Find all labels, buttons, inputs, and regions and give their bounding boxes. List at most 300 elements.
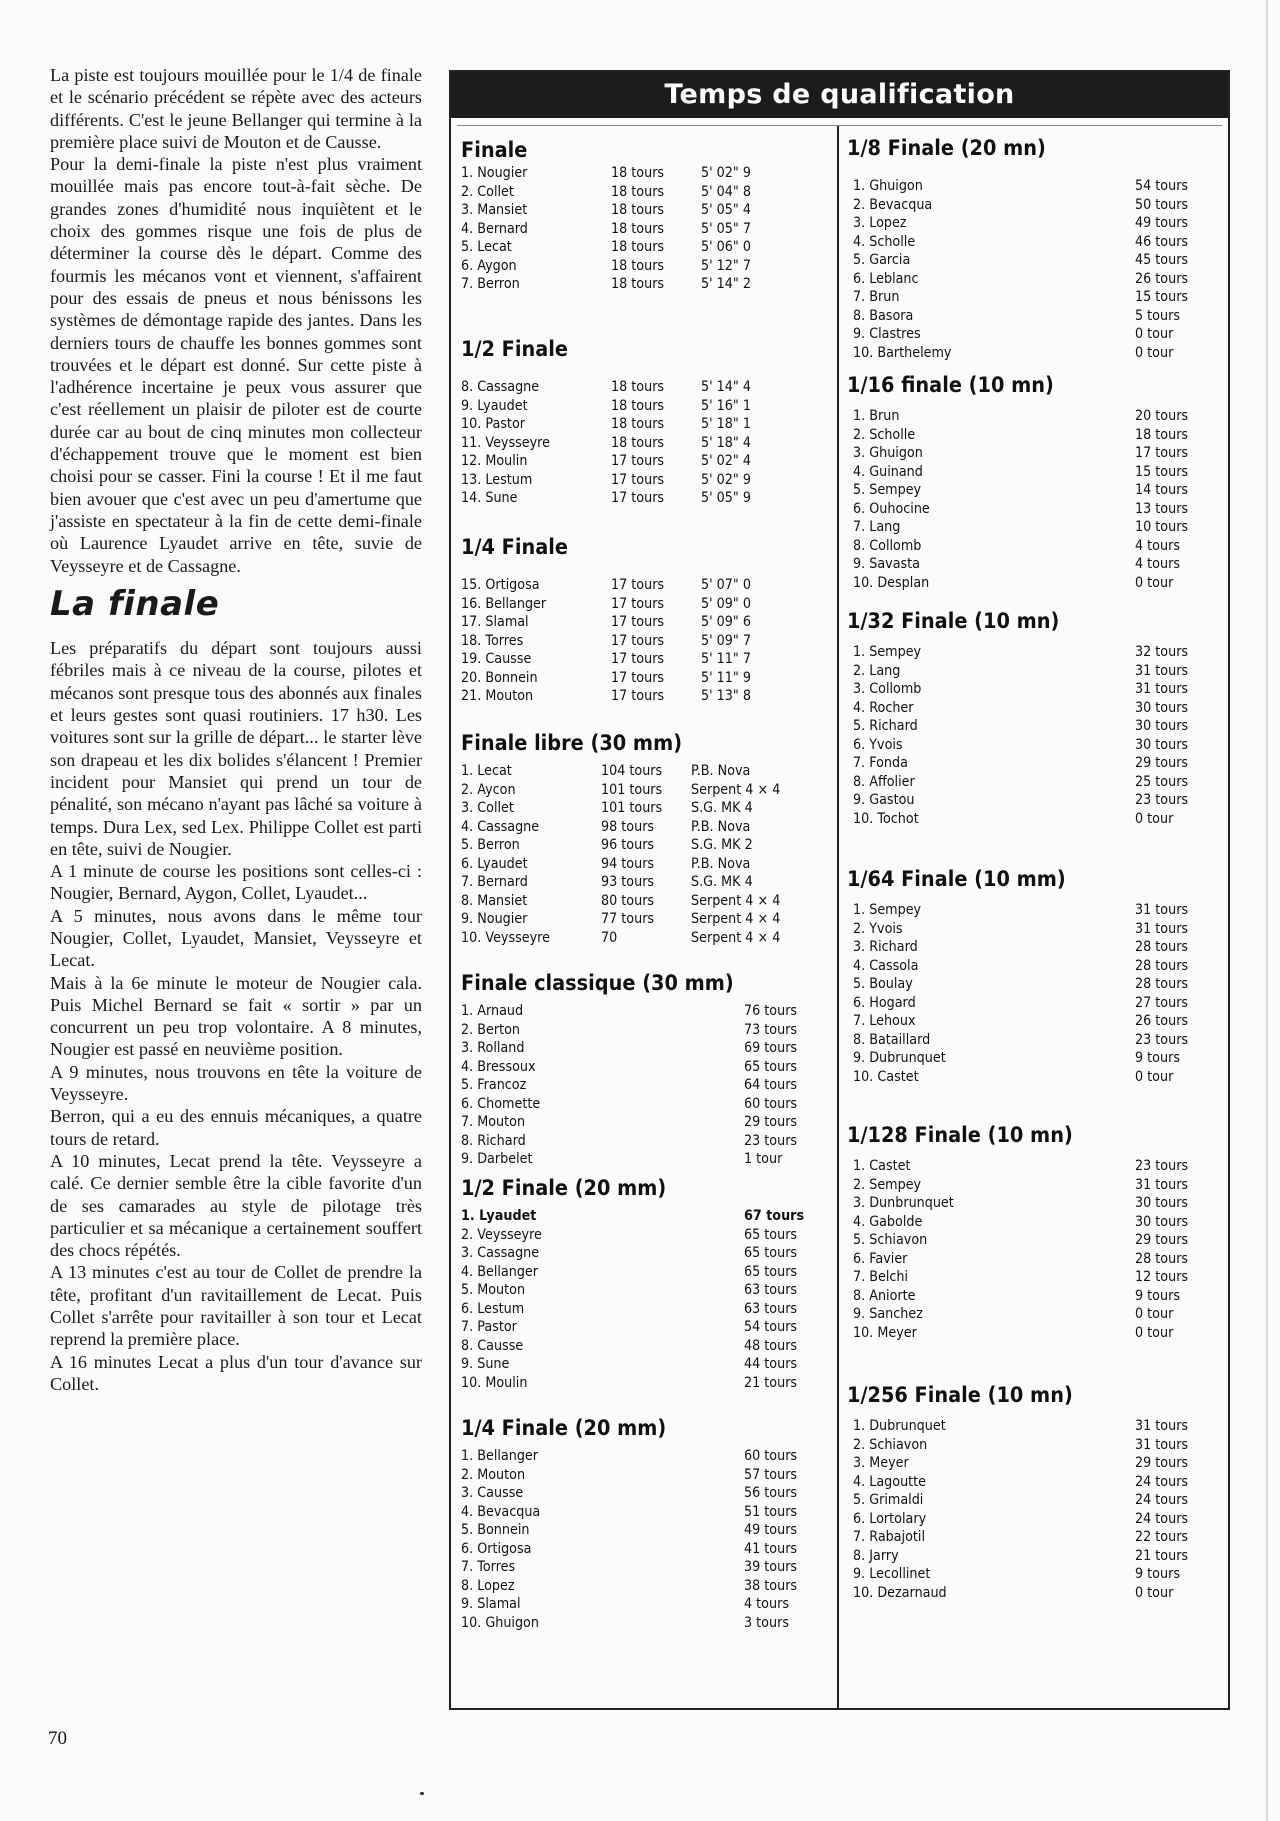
result-row [847, 1250, 1219, 1269]
result-name: 10. Veysseyre [461, 929, 551, 946]
result-laps: 93 tours [601, 874, 655, 890]
result-laps: 23 tours [1135, 1158, 1189, 1174]
result-name: 10. Ghuigon [461, 1614, 539, 1631]
result-name: 2. Yvois [853, 920, 903, 937]
result-row [461, 1503, 829, 1522]
result-row [847, 270, 1219, 289]
result-row [461, 471, 829, 490]
article-column [50, 64, 422, 1395]
result-time: 5' 09" 6 [701, 614, 751, 630]
section-title: Finale [461, 138, 528, 162]
result-laps: 23 tours [1135, 1031, 1189, 1048]
result-laps: 18 tours [1135, 426, 1189, 443]
article-paragraph: A 1 minute de course les positions sont celles-ci : Nougier, Bernard, Aygon, Collet, Lyaudet... [50, 861, 422, 904]
result-name: 1. Lecat [461, 763, 512, 779]
result-name: 10. Castet [853, 1068, 919, 1085]
result-laps: 69 tours [744, 1040, 798, 1056]
result-name: 6. Lyaudet [461, 855, 528, 872]
result-row [461, 1337, 829, 1356]
article-bottom-paragraphs [50, 637, 422, 1395]
result-time: 5' 18" 1 [701, 416, 751, 432]
result-laps: 23 tours [1135, 792, 1189, 808]
result-row [461, 1281, 829, 1300]
result-name: 5. Lecat [461, 239, 512, 255]
result-row [461, 1374, 829, 1393]
result-row [847, 214, 1219, 233]
result-row [461, 892, 829, 911]
result-name: 20. Bonnein [461, 669, 538, 686]
article-paragraph: Pour la demi-finale la piste n'est plus vraiment mouillée mais pas encore tout-à-fait sèche. De grandes zones d'humidité nous inquiètent et le choix des gommes risque une fois de plus de déterminer la course dès le départ. Comme des fourmis les mécanos vont et viennent, s'affairent pour des essais de pneus et nous bénissons les systèmes de démontage rapide des jantes. Dans les derniers tours de chauffe les bonnes gommes sont trouvées et le départ est donné. Sur cette piste à l'adhérence incertaine je peux vous assurer que c'est réellement un plaisir de piloter est de courte durée car au bout de cinq minutes mon collecteur d'échappement trouve que le moment est bien choisi pour se casser. Fini la course ! Et il me faut bien avouer que c'est avec un peu d'amertume que j'assiste en spectateur à la fin de cette demi-finale où Laurence Lyaudet arrive en tête, suvie de Veysseyre et de Cassagne. [50, 154, 422, 576]
section-title: 1/64 Finale (10 mm) [847, 867, 1066, 891]
result-laps: 63 tours [744, 1300, 798, 1317]
result-laps: 29 tours [1135, 1232, 1189, 1248]
result-name: 3. Richard [853, 939, 918, 955]
result-name: 3. Collet [461, 800, 514, 816]
result-laps: 28 tours [1135, 939, 1189, 955]
result-time: 5' 05" 7 [701, 220, 751, 237]
result-row [847, 1157, 1219, 1176]
result-name: 2. Sempey [853, 1176, 922, 1193]
result-laps: 18 tours [611, 220, 665, 237]
result-row [461, 1614, 829, 1633]
result-name: 5. Boulay [853, 976, 913, 992]
result-laps: 77 tours [601, 911, 655, 927]
result-name: 1. Castet [853, 1158, 911, 1174]
result-laps: 65 tours [744, 1226, 798, 1243]
result-laps: 101 tours [601, 800, 663, 816]
result-laps: 31 tours [1135, 681, 1189, 697]
result-row [847, 1231, 1219, 1250]
scan-speck [420, 1792, 424, 1795]
result-laps: 1 tour [744, 1151, 783, 1167]
result-time: 5' 11" 7 [701, 651, 751, 667]
result-name: 1. Sempey [853, 644, 922, 660]
result-laps: 65 tours [744, 1058, 798, 1075]
result-name: 5. Sempey [853, 482, 922, 498]
result-name: 6. Lestum [461, 1300, 525, 1317]
result-laps: 17 tours [611, 577, 665, 593]
result-laps: 13 tours [1135, 500, 1189, 517]
result-laps: 27 tours [1135, 994, 1189, 1011]
result-laps: 64 tours [744, 1077, 798, 1093]
result-laps: 101 tours [601, 781, 663, 798]
result-name: 9. Sune [461, 1356, 510, 1372]
result-name: 6. Chomette [461, 1095, 541, 1112]
result-name: 3. Rolland [461, 1040, 525, 1056]
result-name: 8. Jarry [853, 1547, 899, 1564]
result-laps: 30 tours [1135, 736, 1189, 753]
result-name: 4. Cassagne [461, 818, 540, 835]
result-laps: 80 tours [601, 892, 655, 909]
result-laps: 30 tours [1135, 1195, 1189, 1211]
result-row [461, 1484, 829, 1503]
result-name: 10. Desplan [853, 574, 930, 591]
result-laps: 28 tours [1135, 976, 1189, 992]
result-laps: 94 tours [601, 855, 655, 872]
result-name: 6. Ouhocine [853, 500, 930, 517]
result-name: 2. Lang [853, 662, 901, 679]
result-laps: 12 tours [1135, 1269, 1189, 1285]
result-row [847, 555, 1219, 574]
result-row [461, 1150, 829, 1169]
result-row [847, 975, 1219, 994]
result-name: 1. Sempey [853, 902, 922, 918]
result-laps: 39 tours [744, 1559, 798, 1575]
result-laps: 63 tours [744, 1282, 798, 1298]
section-title: 1/4 Finale (20 mm) [461, 1416, 667, 1440]
result-name: 7. Lang [853, 519, 901, 535]
result-name: 1. Dubrunquet [853, 1418, 946, 1434]
result-name: 8. Aniorte [853, 1287, 916, 1304]
result-laps: 0 tour [1135, 344, 1174, 361]
result-laps: 31 tours [1135, 1418, 1189, 1434]
result-time: 5' 07" 0 [701, 577, 751, 593]
result-laps: 18 tours [611, 239, 665, 255]
page-edge [1266, 0, 1268, 1821]
result-name: 5. Berron [461, 837, 520, 853]
result-row [847, 754, 1219, 773]
result-laps: 29 tours [744, 1114, 798, 1130]
result-row [461, 238, 829, 257]
result-row [461, 669, 829, 688]
result-row [847, 901, 1219, 920]
result-name: 9. Nougier [461, 911, 528, 927]
result-row [461, 762, 829, 781]
result-laps: 31 tours [1135, 1436, 1189, 1453]
article-paragraph: A 13 minutes c'est au tour de Collet de prendre la tête, profitant d'un ravitaillement de Lecat. Puis Collet s'arrête pour ravitailler à son tour et Lecat reprend la première place. [50, 1262, 422, 1350]
result-name: 21. Mouton [461, 688, 534, 704]
result-name: 2. Mouton [461, 1466, 526, 1483]
result-name: 6. Yvois [853, 736, 903, 753]
result-name: 6. Leblanc [853, 270, 919, 287]
result-row [461, 650, 829, 669]
section-title: 1/32 Finale (10 mn) [847, 609, 1060, 633]
result-time: 5' 09" 7 [701, 632, 751, 649]
result-laps: 17 tours [611, 651, 665, 667]
result-name: 7. Rabajotil [853, 1529, 926, 1545]
result-name: 5. Mouton [461, 1282, 526, 1298]
result-laps: 30 tours [1135, 699, 1189, 716]
result-laps: 22 tours [1135, 1529, 1189, 1545]
result-row [847, 1547, 1219, 1566]
result-row [461, 836, 829, 855]
result-name: 1. Brun [853, 408, 900, 424]
result-laps: 18 tours [611, 379, 665, 395]
result-row [461, 1226, 829, 1245]
result-laps: 46 tours [1135, 233, 1189, 250]
result-row [461, 1002, 829, 1021]
result-laps: 18 tours [611, 183, 665, 200]
result-laps: 18 tours [611, 257, 665, 274]
result-name: 4. Rocher [853, 699, 914, 716]
result-row [461, 1095, 829, 1114]
result-time: P.B. Nova [691, 818, 751, 835]
result-row [847, 1031, 1219, 1050]
result-name: 2. Berton [461, 1021, 520, 1038]
result-name: 9. Savasta [853, 556, 920, 572]
result-time: S.G. MK 4 [691, 874, 753, 890]
result-name: 19. Causse [461, 651, 532, 667]
result-laps: 28 tours [1135, 957, 1189, 974]
result-name: 7. Brun [853, 289, 900, 305]
result-laps: 41 tours [744, 1540, 798, 1557]
result-row [461, 1039, 829, 1058]
section-heading: La finale [50, 583, 220, 624]
result-name: 10. Meyer [853, 1324, 917, 1341]
result-row [461, 415, 829, 434]
result-laps: 50 tours [1135, 196, 1189, 213]
result-laps: 17 tours [611, 614, 665, 630]
result-name: 11. Veysseyre [461, 434, 551, 451]
result-laps: 54 tours [744, 1319, 798, 1335]
result-row [461, 613, 829, 632]
result-name: 2. Bevacqua [853, 196, 933, 213]
result-laps: 4 tours [744, 1596, 789, 1612]
result-time: 5' 18" 4 [701, 434, 751, 451]
result-row [461, 855, 829, 874]
result-row [847, 288, 1219, 307]
result-time: Serpent 4 × 4 [691, 781, 781, 798]
result-row [461, 1076, 829, 1095]
result-row [461, 1355, 829, 1374]
result-name: 2. Collet [461, 183, 514, 200]
result-name: 9. Darbelet [461, 1151, 533, 1167]
results-box [449, 70, 1230, 1710]
result-laps: 4 tours [1135, 537, 1180, 554]
result-name: 5. Grimaldi [853, 1492, 924, 1508]
result-name: 7. Pastor [461, 1319, 517, 1335]
result-row [847, 463, 1219, 482]
result-name: 2. Aycon [461, 781, 516, 798]
result-name: 4. Bressoux [461, 1058, 536, 1075]
result-name: 5. Bonnein [461, 1522, 530, 1538]
result-laps: 38 tours [744, 1577, 798, 1594]
result-name: 3. Cassagne [461, 1245, 540, 1261]
result-row [461, 257, 829, 276]
banner-underline [457, 125, 1222, 126]
result-row [847, 773, 1219, 792]
result-row [461, 164, 829, 183]
result-row [847, 500, 1219, 519]
section-title: Finale classique (30 mm) [461, 971, 734, 995]
article-top-paragraphs [50, 64, 422, 577]
result-row [461, 434, 829, 453]
section-title: Finale libre (30 mm) [461, 731, 683, 755]
result-name: 14. Sune [461, 490, 518, 506]
result-name: 10. Moulin [461, 1374, 528, 1391]
result-time: S.G. MK 2 [691, 837, 753, 853]
result-laps: 21 tours [1135, 1547, 1189, 1564]
result-time: 5' 02" 9 [701, 165, 751, 181]
result-time: P.B. Nova [691, 855, 751, 872]
result-row [461, 378, 829, 397]
result-row [847, 1584, 1219, 1603]
result-name: 3. Collomb [853, 681, 922, 697]
result-laps: 96 tours [601, 837, 655, 853]
result-name: 10. Barthelemy [853, 344, 952, 361]
result-name: 2. Veysseyre [461, 1226, 542, 1243]
article-paragraph: Mais à la 6e minute le moteur de Nougier cala. Puis Michel Bernard se fait « sortir » par un concurrent un peu trop volontaire. A 8 minutes, Nougier est passé en neuvième position. [50, 972, 422, 1060]
result-laps: 70 [601, 929, 618, 946]
result-laps: 18 tours [611, 165, 665, 181]
result-laps: 24 tours [1135, 1510, 1189, 1527]
result-row [847, 957, 1219, 976]
result-name: 5. Garcia [853, 252, 911, 268]
article-paragraph: La piste est toujours mouillée pour le 1/4 de finale et le scénario précédent se répète avec des acteurs différents. C'est le jeune Bellanger qui termine à la première place suivi de Mouton et de Causse. [50, 65, 422, 152]
result-row [847, 344, 1219, 363]
result-name: 3. Mansiet [461, 202, 528, 218]
result-row [847, 1305, 1219, 1324]
article-paragraph: A 10 minutes, Lecat prend la tête. Veysseyre a calé. Ce dernier semble être la cible favorite d'un de ses camarades au style de pilotage très particulier et sa mécanique a certainement souffert des chocs répétés. [50, 1150, 422, 1261]
result-row [847, 1473, 1219, 1492]
result-row [847, 1012, 1219, 1031]
result-laps: 9 tours [1135, 1050, 1180, 1066]
result-row [847, 920, 1219, 939]
result-row [461, 1595, 829, 1614]
result-laps: 0 tour [1135, 326, 1174, 342]
result-row [461, 1207, 829, 1226]
result-name: 9. Clastres [853, 326, 921, 342]
result-laps: 23 tours [744, 1132, 798, 1149]
result-laps: 76 tours [744, 1003, 798, 1019]
result-row [847, 1565, 1219, 1584]
result-laps: 67 tours [744, 1208, 805, 1224]
result-name: 8. Mansiet [461, 892, 528, 909]
result-row [847, 1491, 1219, 1510]
result-name: 7. Bernard [461, 874, 528, 890]
result-row [847, 662, 1219, 681]
result-name: 4. Guinand [853, 463, 923, 480]
result-name: 4. Gabolde [853, 1213, 923, 1230]
result-name: 6. Hogard [853, 994, 916, 1011]
results-title: Temps de qualification [451, 72, 1228, 118]
result-name: 10. Dezarnaud [853, 1584, 947, 1601]
result-laps: 17 tours [611, 632, 665, 649]
result-row [461, 201, 829, 220]
result-row [461, 397, 829, 416]
result-name: 6. Aygon [461, 257, 517, 274]
result-laps: 9 tours [1135, 1566, 1180, 1582]
result-row [847, 810, 1219, 829]
result-time: 5' 02" 9 [701, 471, 751, 488]
result-time: Serpent 4 × 4 [691, 892, 781, 909]
result-name: 2. Schiavon [853, 1436, 928, 1453]
result-laps: 17 tours [611, 453, 665, 469]
result-row [847, 1454, 1219, 1473]
result-laps: 15 tours [1135, 289, 1189, 305]
result-row [847, 699, 1219, 718]
result-time: 5' 13" 8 [701, 688, 751, 704]
result-row [461, 595, 829, 614]
result-time: 5' 06" 0 [701, 239, 751, 255]
result-row [461, 873, 829, 892]
result-name: 8. Cassagne [461, 379, 540, 395]
result-laps: 65 tours [744, 1245, 798, 1261]
article-paragraph: Les préparatifs du départ sont toujours aussi fébriles mais à ce niveau de la course, pilotes et mécanos sont presque tous des abonnés aux finales et leurs gestes sont quasi routiniers. 17 h30. Les voitures sont sur la grille de départ... le starter lève son drapeau et les dix bolides s'élancent ! Premier incident pour Mansiet qui prend un tour de pénalité, son mécano n'ayant pas lâché sa voiture à temps. Dura Lex, sed Lex. Philippe Collet est parti en tête, suivi de Nougier. [50, 638, 422, 859]
result-row [847, 1268, 1219, 1287]
result-name: 5. Schiavon [853, 1232, 928, 1248]
result-laps: 65 tours [744, 1263, 798, 1280]
result-row [847, 444, 1219, 463]
result-name: 8. Causse [461, 1337, 524, 1354]
result-name: 4. Bellanger [461, 1263, 539, 1280]
result-row [461, 1021, 829, 1040]
result-row [847, 1068, 1219, 1087]
result-name: 7. Lehoux [853, 1013, 916, 1029]
result-name: 7. Mouton [461, 1114, 526, 1130]
result-name: 8. Bataillard [853, 1031, 931, 1048]
result-name: 3. Lopez [853, 215, 907, 231]
result-laps: 29 tours [1135, 755, 1189, 771]
result-row [461, 452, 829, 471]
article-paragraph: A 16 minutes Lecat a plus d'un tour d'avance sur Collet. [50, 1351, 422, 1394]
result-row [461, 1244, 829, 1263]
result-laps: 30 tours [1135, 718, 1189, 734]
result-row [847, 717, 1219, 736]
result-name: 4. Bernard [461, 220, 528, 237]
result-name: 16. Bellanger [461, 595, 547, 612]
result-laps: 98 tours [601, 818, 655, 835]
result-row [847, 574, 1219, 593]
result-row [461, 687, 829, 706]
result-laps: 10 tours [1135, 519, 1189, 535]
result-laps: 20 tours [1135, 408, 1189, 424]
result-row [847, 233, 1219, 252]
result-name: 1. Bellanger [461, 1448, 539, 1464]
result-name: 9. Sanchez [853, 1306, 923, 1322]
result-laps: 18 tours [611, 434, 665, 451]
result-laps: 60 tours [744, 1448, 798, 1464]
result-laps: 31 tours [1135, 1176, 1189, 1193]
result-row [847, 1049, 1219, 1068]
result-laps: 56 tours [744, 1485, 798, 1501]
result-row [847, 518, 1219, 537]
result-name: 2. Scholle [853, 426, 916, 443]
result-row [461, 1300, 829, 1319]
result-row [847, 938, 1219, 957]
result-row [461, 1263, 829, 1282]
result-laps: 45 tours [1135, 252, 1189, 268]
result-name: 8. Collomb [853, 537, 922, 554]
result-time: 5' 16" 1 [701, 397, 751, 414]
result-row [847, 196, 1219, 215]
result-row [847, 643, 1219, 662]
result-name: 5. Richard [853, 718, 918, 734]
result-name: 1. Lyaudet [461, 1208, 537, 1224]
result-name: 4. Lagoutte [853, 1473, 927, 1490]
result-name: 9. Lyaudet [461, 397, 528, 414]
result-name: 8. Basora [853, 307, 914, 324]
result-laps: 24 tours [1135, 1492, 1189, 1508]
result-time: 5' 09" 0 [701, 595, 751, 612]
result-name: 18. Torres [461, 632, 524, 649]
result-time: 5' 14" 4 [701, 379, 751, 395]
result-row [461, 1447, 829, 1466]
result-time: Serpent 4 × 4 [691, 911, 781, 927]
result-row [461, 781, 829, 800]
result-time: 5' 04" 8 [701, 183, 751, 200]
result-laps: 32 tours [1135, 644, 1189, 660]
result-laps: 18 tours [611, 276, 665, 292]
result-row [461, 910, 829, 929]
result-row [847, 1287, 1219, 1306]
result-row [461, 1466, 829, 1485]
result-time: Serpent 4 × 4 [691, 929, 781, 946]
result-laps: 17 tours [611, 490, 665, 506]
result-row [847, 1324, 1219, 1343]
result-row [847, 251, 1219, 270]
result-name: 3. Dunbrunquet [853, 1195, 954, 1211]
